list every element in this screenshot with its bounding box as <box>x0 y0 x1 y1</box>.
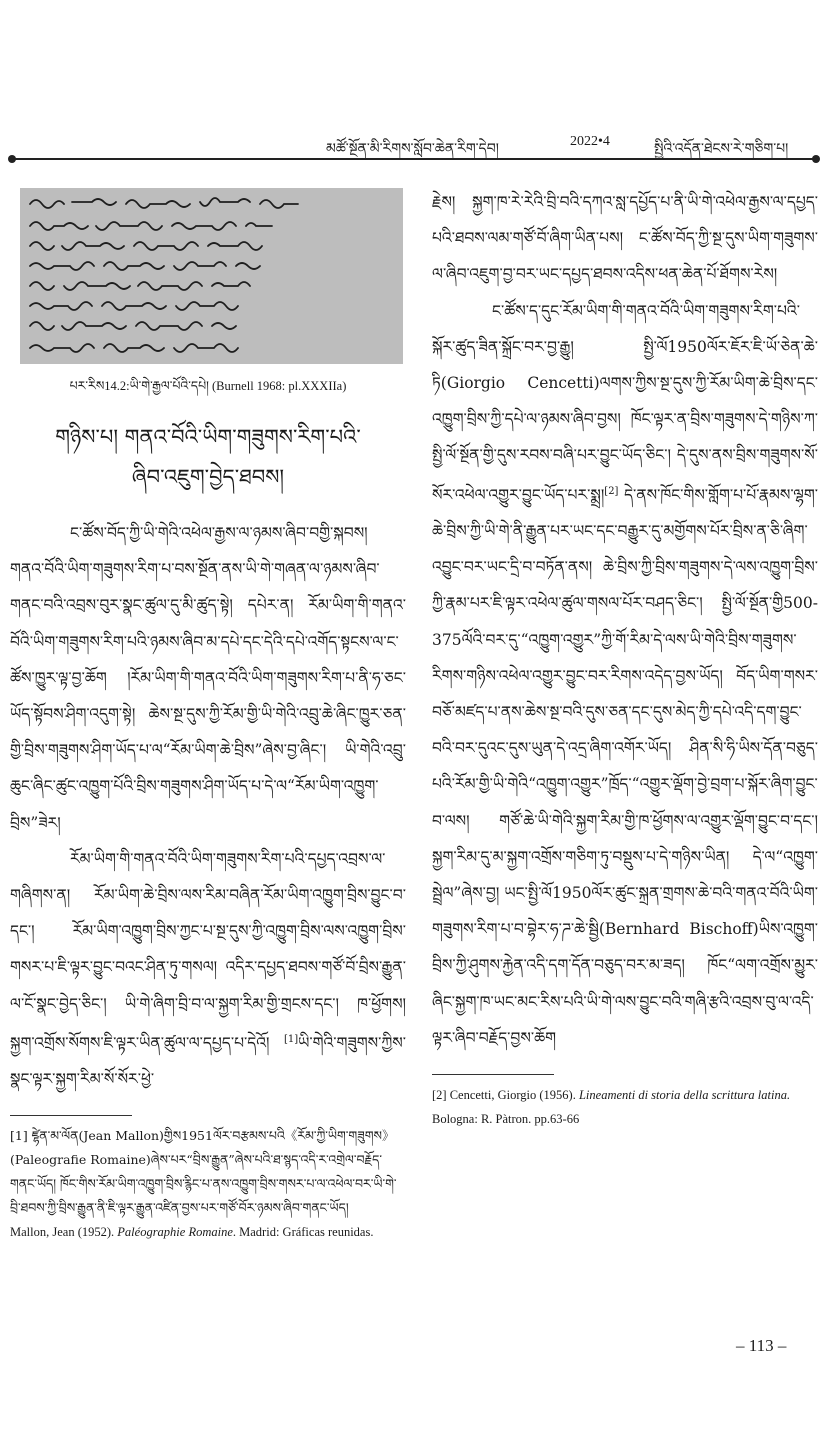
right-footnote-rule <box>432 1074 554 1075</box>
footnote-1-publisher: . Madrid: Gráficas reunidas. <box>232 1225 374 1240</box>
footnote-1 <box>10 1124 406 1220</box>
issue-number: 2022•4 <box>570 134 610 149</box>
page-number: – 113 – <box>736 1336 787 1355</box>
footnote-2-author: [2] Cencetti, Giorgio (1956). <box>432 1088 579 1103</box>
footnote-ref-1[interactable]: [1] <box>283 1033 299 1045</box>
footnote-2-title: Lineamenti di storia della scrittura latina. <box>578 1088 791 1103</box>
header-section: སྤྱིའི་འདོན་ཐེངས་རེ་གཅིག་པ། <box>654 141 789 157</box>
left-paragraph-2-text: རོམ་ཡིག་གི་གནའ་བོའི་ཡིག་གཟུགས་རིག་པའི་དཔྱད་འབྲས་ལ་གཞིགས་ན། རོམ་ཡིག་ཆེ་བྲིས་ལས་རིམ་བཞིན་རོམ་ཡིག་འཁྱུག་བྲིས་བྱུང་བ་དང་། རོམ་ཡིག་འཁྱུག་བྲིས་ཀྱང་པ་སྔ་དུས་ཀྱི་འཁྱུག་བྲིས་ལས་འཁྱུག་བྲིས་གསར་པ་ཇི་ལྟར་བྱུང་བའང་ཤིན་ཏུ་གསལ། འདིར་དཔྱད་ཐབས་གཙོ་བོ་བྲིས་རྒྱུན་ལ་ངོ་སྣང་བྱེད་ཅིང་། ཡི་གེ་ཞིག་བྲི་བ་ལ་སྐྱག་རིམ་གྱི་གྲངས་དང་། ཁ་ཕྱོགས། སྐྱག་འགྲོས་སོགས་ཇི་ལྟར་ཡིན་ཚུལ་ལ་དཔྱད་པ་དེའོ། <box>10 849 406 1052</box>
right-paragraph-2 <box>432 293 818 1056</box>
footnote-1-author: Mallon, Jean (1952). <box>10 1225 118 1240</box>
figure-caption: པར་རིས14.2:ཡི་གེ་རྒྱལ་པོའི་དཔེ། (Burnell 1968: pl.XXXIIa) <box>69 379 347 393</box>
left-paragraph-1: ང་ཚོས་བོད་ཀྱི་ཡི་གེའི་འཕེལ་རྒྱས་ལ་ཉམས་ཞིབ་བགྱི་སྐབས། གནའ་བོའི་ཡིག་གཟུགས་རིག་པ་བས་སྔོན་ནས་ཡི་གེ་གཞན་ལ་ཉམས་ཞིབ་གནང་བའི་འབྲས་བུར་སྣང་ཚུལ་དུ་མི་ཚུད་སྟེ། དཔེར་ན། རོམ་ཡིག་གི་གནའ་བོའི་ཡིག་གཟུགས་རིག་པའི་ཉམས་ཞིབ་མ་དཔེ་དང་དེའི་དཔེ་འགོད་སྟངས་ལ་ང་ཚོས་ཁྱུར་ལྟ་བྱ་ཆོག །རོམ་ཡིག་གི་གནའ་བོའི་ཡིག་གཟུགས་རིག་པ་ནི་ཧ་ཅང་ཡོད་སྟོབས་ཤིག་འདུག་སྟེ། ཆེས་སྔ་དུས་ཀྱི་རོམ་གྱི་ཡི་གེའི་འབྲུ་ཆེ་ཞིང་ཁྱུར་ཅན་གྱི་བྲིས་གཟུགས་ཤིག་ཡོད་པ་ལ“རོམ་ཡིག་ཆེ་བྲིས”ཞེས་བྱ་ཞིང་། ཡི་གེའི་འབྲུ་ཆུང་ཞིང་ཚུང་འཁྱུག་པོའི་བྲིས་གཟུགས་ཤིག་ཡོད་པ་དེ་ལ“རོམ་ཡིག་འཁྱུག་བྲིས”ཟེར། <box>10 524 406 832</box>
footnote-1-title: Paléographie Romaine <box>117 1225 233 1240</box>
right-paragraph-2-tail: དེ་ནས་ཁོང་གིས་གློག་པ་པོ་རྣམས་ལྷག་ཆེ་བྲིས་ཀྱི་ཡི་གེ་ནི་རྒྱུན་པར་ཡང་དང་བརྒྱུར་དུ་མགྱོགས་པོར་བྲིས་ན་ཅི་ཞིག་འབྱུང་བར་ཡང་དྲི་བ་བཏོན་ནས། ཆེ་བྲིས་ཀྱི་བྲིས་གཟུགས་དེ་ལས་འཁྱུག་བྲིས་ཀྱི་རྣམ་པར་ཇི་ལྟར་འཕེལ་ཚུལ་གསལ་པོར་བཤད་ཅིང་། སྤྱི་ལོ་སྔོན་གྱི500-375ལོའི་བར་དུ་“འཁྱུག་འགྱུར”ཀྱི་གོ་རིམ་དེ་ལས་ཡི་གེའི་བྲིས་གཟུགས་རིགས་གཉིས་འཕེལ་འགྱུར་བྱུང་བར་རིགས་འདེད་བྱས་ཡོད། བོད་ཡིག་གསར་བཅོ་མཛད་པ་ནས་ཆེས་སྔ་བའི་དུས་ཅན་དང་དུས་མེད་ཀྱི་དཔེ་འདི་དག་བྱུང་བའི་བར་དུའང་དུས་ཡུན་དེ་འདྲ་ཞིག་འགོར་ཡོད། ཤིན་སི་ཧི་ཡིས་དོན་བཅུད་པའི་རོམ་གྱི་ཡི་གེའི“འཁྱུག་འགྱུར”ཁྲོད་“འགྱུར་ལྡོག་བྱེ་བྲག་པ་སྐོར་ཞིག་བྱུང་བ་ལས། གཙོ་ཆེ་ཡི་གེའི་སྐྱག་རིམ་གྱི་ཁ་ཕྱོགས་ལ་འགྱུར་ལྡོག་བྱུང་བ་དང་། སྐྱག་རིམ་དུ་མ་སྐྱག་འགྲོས་གཅིག་ཏུ་བསྡུས་པ་དེ་གཉིས་ཡིན། དེ་ལ“འཁྱུག་སྦྲེལ”ཞེས་བྱ། ཡང་སྤྱི་ལོ1950ལོར་ཚུང་སྐྲན་གྲགས་ཆེ་བའི་གནའ་བོའི་ཡིག་གཟུགས་རིག་པ་བ་བྷེར་ཧ་ཌ་ཆེ་སྦྱི(Bernhard Bischoff)ཡིས་འཁྱུག་བྲིས་ཀྱི་ཤུགས་རྐྱེན་འདི་དག་དོན་བཅུད་བར་མ་ཟད། ཁོང“ལག་འགྲོས་མྱུར་ཞིང་སྐྱག་ཁ་ཡང་མང་རིས་པའི་ཡི་གེ་ལས་བྱུང་བའི་གཞི་རྩའི་འབྲས་བུ་ལ་འདི་ལྟར་ཞིབ་བརྗོད་བྱས་ཆོག <box>432 485 818 1047</box>
footnote-1-text: [1] ཛྷེན་མ་ལོན(Jean Mallon)གྱིས1951ལོར་བརྩམས་པའི《རོམ་ཀྱི་ཡིག་གཟུགས》(Paleografie Romaine)ཞེས་པར“བྲིས་རྒྱུན”ཞེས་པའི་ཐ་སྙད་འདི་ར་འགྲེལ་བརྗོད་གནང་ཡོད། ཁོང་གིས་རོམ་ཡིག་འཁྱུག་བྲིས་རྙིང་པ་ནས་འཁྱུག་བྲིས་གསར་པ་ལ་འཕེལ་བར་ཡི་གེ་བྲི་ཐབས་ཀྱི་བྲིས་རྒྱུན་ནི་ཇི་ལྟར་རྒྱུན་འཛིན་བྱས་པར་གཙོ་བོར་ཉམས་ཞིབ་གནང་ཡོད། <box>10 1128 397 1216</box>
left-paragraph-2-tail: ཡི་གེའི་གཟུགས་ཀྱིས་སྣང་ལྟར་སྐྱག་རིམ་སོ་སོར་ཕྱེ་ <box>10 1034 406 1089</box>
right-column <box>432 184 818 1131</box>
section-title <box>10 417 406 497</box>
left-paragraph-2 <box>10 841 406 1098</box>
footnote-2 <box>432 1083 818 1131</box>
right-paragraph-2-text: ང་ཚོས་ད་དུང་རོམ་ཡིག་གི་གནའ་བོའི་ཡིག་གཟུགས་རིག་པའི་སྐོར་ཚུད་ཟིན་སྐྲོང་བར་བྱ་རྒྱུ། སྤྱི་ལོ1950ལོར་ཇོར་ཇི་ཡོ་ཅེན་ཆེ་ཏི(Giorgio Cencetti)ལགས་ཀྱིས་སྔ་དུས་ཀྱི་རོམ་ཡིག་ཆེ་བྲིས་དང་འཁྱུག་བྲིས་ཀྱི་དཔེ་ལ་ཉམས་ཞིབ་བྱས། ཁོང་ལྟར་ན་བྲིས་གཟུགས་དེ་གཉིས་ཀ་སྤྱི་ལོ་སྔོན་གྱི་དུས་རབས་བཞི་པར་བྱུང་ཡོད་ཅིང་། དེ་དུས་ནས་བྲིས་གཟུགས་སོ་སོར་འཕེལ་འགྱུར་བྱུང་ཡོད་པར་སྨྲ། <box>432 301 818 504</box>
journal-name: མཚོ་སྔོན་མི་རིགས་སློབ་ཆེན་རིག་དེབ། <box>326 141 499 157</box>
left-footnote-rule <box>10 1115 132 1116</box>
manuscript-script-image <box>20 188 403 364</box>
footnote-ref-2[interactable]: [2] <box>604 485 619 497</box>
right-paragraph-1: རྗེས། སྐྱག་ཁ་རེ་རེའི་བྲི་བའི་དཀའ་སླ་དཔྱོད་པ་ནི་ཡི་གེ་འཕེལ་རྒྱས་ལ་དཔྱད་པའི་ཐབས་ལམ་གཙོ་བོ་ཞིག་ཡིན་པས། ང་ཚོས་བོད་ཀྱི་སྔ་དུས་ཡིག་གཟུགས་ལ་ཞིབ་འཇུག་བྱ་བར་ཡང་དཔྱད་ཐབས་འདིས་ཕན་ཆེན་པོ་ཐོགས་རེས། <box>432 193 818 284</box>
footnote-1-reference <box>10 1220 406 1244</box>
manuscript-figure <box>20 188 403 364</box>
footnote-2-publisher: Bologna: R. Pàtron. pp.63-66 <box>432 1112 580 1127</box>
header-rule <box>10 158 818 160</box>
left-column <box>10 188 406 1244</box>
section-title-line1: གཉིས་པ། གནའ་བོའི་ཡིག་གཟུགས་རིག་པའི་ <box>55 425 361 449</box>
section-title-line2: ཞིབ་འཇུག་བྱེད་ཐབས། <box>131 465 285 489</box>
running-header <box>10 128 818 160</box>
